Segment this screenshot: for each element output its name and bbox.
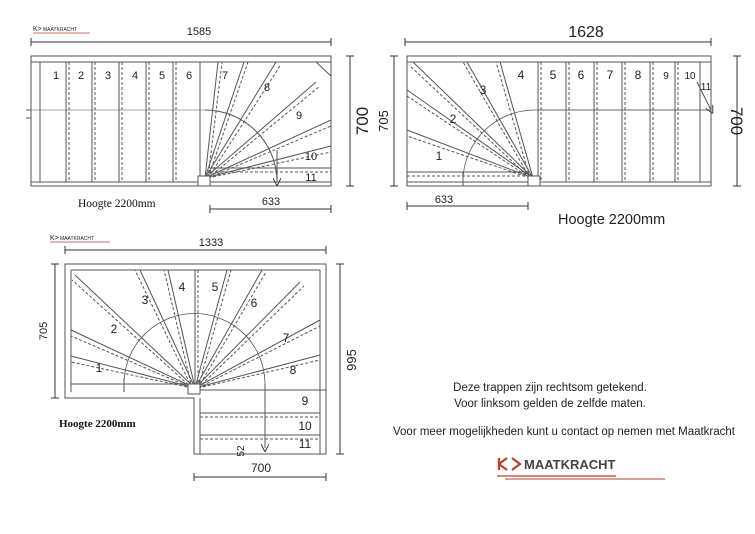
step-number: 1: [435, 149, 443, 163]
dimension-depth-right: 700: [727, 106, 746, 136]
dimension-depth-right: 995: [344, 349, 359, 371]
dimension-depth: 700: [353, 106, 372, 136]
step-number: 8: [289, 363, 297, 377]
step-number: 1: [52, 70, 60, 82]
step-number: 2: [449, 112, 457, 126]
stair-plan-2: [390, 38, 741, 210]
dimension-turn: 633: [261, 196, 281, 208]
step-number: 10: [298, 419, 312, 433]
step-number: 4: [131, 70, 139, 82]
step-number: 11: [298, 437, 312, 451]
step-number: 2: [110, 322, 118, 336]
step-number: 6: [250, 296, 258, 310]
step-number: 10: [304, 151, 318, 163]
small-logo: [50, 235, 110, 242]
note-contact: Voor meer mogelijkheden kunt u contact op nemen met Maatkracht: [393, 426, 735, 438]
dimension-depth-left: 705: [376, 110, 391, 132]
svg-text:MAATKRACHT: MAATKRACHT: [43, 27, 78, 33]
logo-text: MAATKRACHT: [524, 457, 616, 472]
step-number: 9: [301, 394, 309, 408]
step-number: 7: [606, 68, 614, 82]
step-number: 7: [282, 331, 290, 345]
step-number: 3: [104, 70, 112, 82]
step-number: 3: [141, 293, 149, 307]
step-number: 5: [158, 70, 166, 82]
stair-plan-1: [26, 26, 354, 213]
svg-text:K>: K>: [50, 235, 59, 242]
dimension-turn: 633: [434, 194, 454, 206]
step-number: 11: [700, 82, 712, 93]
step-number: 9: [295, 110, 303, 122]
height-label: Hoogte 2200mm: [558, 212, 666, 228]
step-number: 4: [178, 280, 186, 294]
maatkracht-logo: [497, 457, 665, 479]
step-number: 6: [577, 68, 585, 82]
note-direction: Deze trappen zijn rechtsom getekend.: [453, 382, 647, 394]
height-label: Hoogte 2200mm: [59, 418, 136, 430]
step-numbers-2: [436, 68, 712, 163]
dimension-depth-left: 705: [38, 321, 50, 341]
svg-text:K>: K>: [33, 26, 42, 33]
step-number: 5: [549, 68, 557, 82]
step-number: 5: [211, 280, 219, 294]
step-number: 8: [263, 82, 271, 94]
note-mirror: Voor linksom gelden de zelfde maten.: [454, 398, 646, 410]
step-number: 2: [77, 70, 85, 82]
dimension-width: 1333: [198, 237, 224, 249]
dimension-width: 1585: [186, 26, 212, 38]
step-number: 9: [663, 71, 669, 82]
step-number: 3: [479, 83, 487, 97]
dimension-small: 52: [236, 445, 247, 457]
step-number: 4: [517, 68, 525, 82]
small-logo: [33, 26, 90, 33]
height-label: Hoogte 2200mm: [78, 198, 156, 210]
step-number: 7: [221, 70, 229, 82]
step-number: 11: [305, 172, 317, 184]
dimension-bottom-width: 700: [250, 461, 272, 475]
step-number: 8: [634, 68, 642, 82]
svg-text:MAATKRACHT: MAATKRACHT: [60, 236, 95, 242]
step-number: 6: [185, 70, 193, 82]
step-number: 10: [684, 71, 696, 82]
step-number: 1: [95, 361, 103, 375]
dimension-width: 1628: [568, 24, 604, 41]
